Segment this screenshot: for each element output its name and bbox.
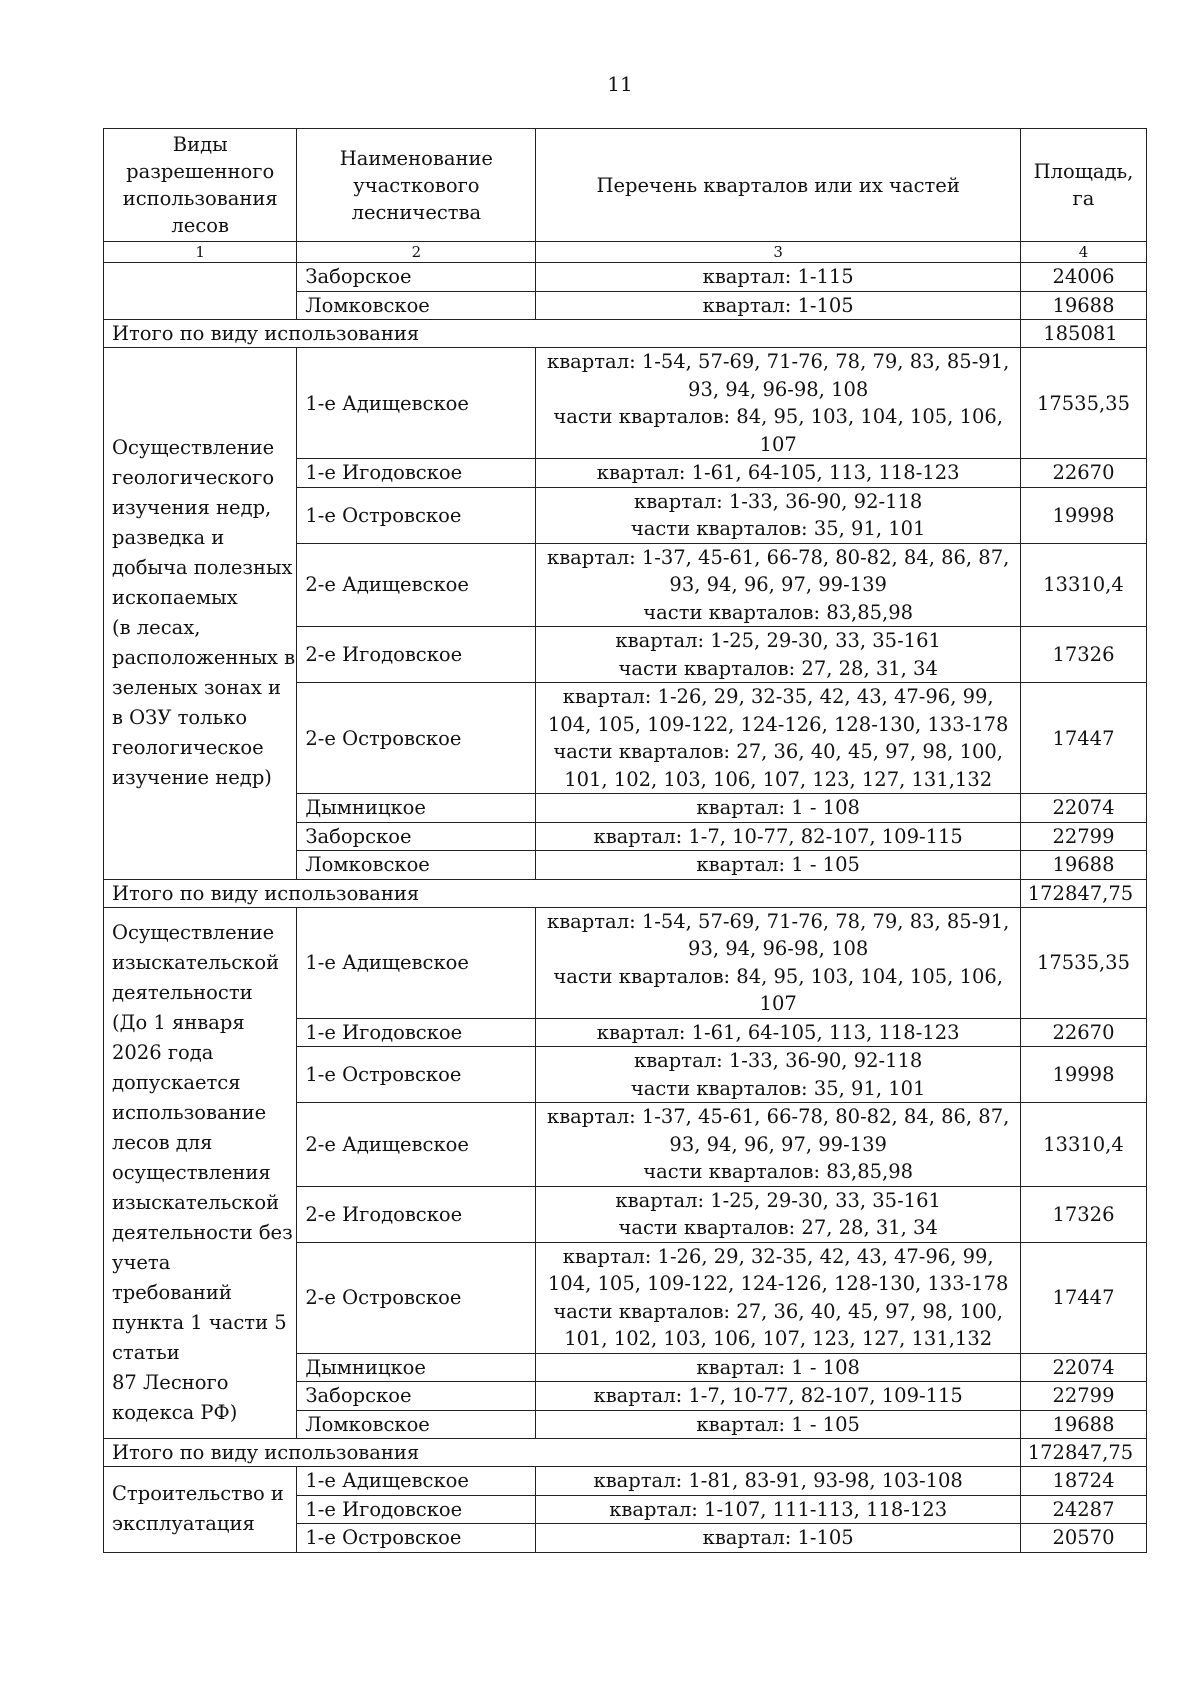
header-forestry-name: Наименование участкового лесничества bbox=[297, 129, 536, 242]
forestry-name: Ломковское bbox=[297, 1410, 536, 1439]
quarters-list: квартал: 1-37, 45-61, 66-78, 80-82, 84, 86, 87, 93, 94, 96, 97, 99-139 части кварталов: 83,85,98 bbox=[536, 543, 1021, 627]
forestry-name: 1-е Адищевское bbox=[297, 907, 536, 1018]
area-value: 19998 bbox=[1020, 487, 1146, 543]
quarters-list: квартал: 1-115 bbox=[536, 263, 1021, 292]
area-value: 24006 bbox=[1020, 263, 1146, 292]
forestry-name: Ломковское bbox=[297, 291, 536, 320]
total-row bbox=[104, 320, 1147, 348]
area-value: 19688 bbox=[1020, 291, 1146, 320]
area-value: 17326 bbox=[1020, 627, 1146, 683]
forestry-name: 1-е Адищевское bbox=[297, 1467, 536, 1496]
total-label: Итого по виду использования bbox=[104, 1439, 1021, 1467]
column-number: 1 bbox=[104, 242, 297, 263]
forestry-name: 2-е Адищевское bbox=[297, 1103, 536, 1187]
forestry-name: 2-е Адищевское bbox=[297, 543, 536, 627]
total-label: Итого по виду использования bbox=[104, 320, 1021, 348]
forestry-name: Заборское bbox=[297, 263, 536, 292]
table-row bbox=[104, 348, 1147, 459]
total-label: Итого по виду использования bbox=[104, 879, 1021, 907]
area-value: 22670 bbox=[1020, 1018, 1146, 1047]
total-value: 172847,75 bbox=[1020, 879, 1146, 907]
forestry-name: 1-е Адищевское bbox=[297, 348, 536, 459]
quarters-list: квартал: 1-54, 57-69, 71-76, 78, 79, 83, 85-91, 93, 94, 96-98, 108 части кварталов: 84, 95, 103, 104, 105, 106, 107 bbox=[536, 348, 1021, 459]
area-value: 22799 bbox=[1020, 822, 1146, 851]
quarters-list: квартал: 1-81, 83-91, 93-98, 103-108 bbox=[536, 1467, 1021, 1496]
area-value: 19688 bbox=[1020, 851, 1146, 880]
quarters-list: квартал: 1-25, 29-30, 33, 35-161 части кварталов: 27, 28, 31, 34 bbox=[536, 627, 1021, 683]
page-number: 11 bbox=[607, 72, 633, 96]
area-value: 17535,35 bbox=[1020, 348, 1146, 459]
forestry-name: 2-е Островское bbox=[297, 683, 536, 794]
quarters-list: квартал: 1 - 105 bbox=[536, 1410, 1021, 1439]
quarters-list: квартал: 1-33, 36-90, 92-118 части кварталов: 35, 91, 101 bbox=[536, 1047, 1021, 1103]
total-row bbox=[104, 1439, 1147, 1467]
use-type-cell: Осуществление геологического изучения недр, разведка и добыча полезных ископаемых (в лесах, расположенных в зеленых зонах и в ОЗУ только геологическое изучение недр) bbox=[104, 348, 297, 880]
quarters-list: квартал: 1-107, 111-113, 118-123 bbox=[536, 1495, 1021, 1524]
area-value: 13310,4 bbox=[1020, 543, 1146, 627]
column-number: 2 bbox=[297, 242, 536, 263]
forestry-name: Заборское bbox=[297, 1382, 536, 1411]
quarters-list: квартал: 1-105 bbox=[536, 291, 1021, 320]
header-quarters-list: Перечень кварталов или их частей bbox=[536, 129, 1021, 242]
total-value: 172847,75 bbox=[1020, 1439, 1146, 1467]
forestry-name: 1-е Островское bbox=[297, 1047, 536, 1103]
total-value: 185081 bbox=[1020, 320, 1146, 348]
quarters-list: квартал: 1-33, 36-90, 92-118 части кварталов: 35, 91, 101 bbox=[536, 487, 1021, 543]
forestry-name: Заборское bbox=[297, 822, 536, 851]
area-value: 18724 bbox=[1020, 1467, 1146, 1496]
area-value: 17535,35 bbox=[1020, 907, 1146, 1018]
quarters-list: квартал: 1-26, 29, 32-35, 42, 43, 47-96, 99, 104, 105, 109-122, 124-126, 128-130, 133-178 части кварталов: 27, 36, 40, 45, 97, 98, 100, 101, 102, 103, 106, 107, 123, 127, 131,132 bbox=[536, 1242, 1021, 1353]
area-value: 17447 bbox=[1020, 683, 1146, 794]
forest-use-table bbox=[103, 128, 1147, 1553]
quarters-list: квартал: 1 - 108 bbox=[536, 1353, 1021, 1382]
quarters-list: квартал: 1 - 108 bbox=[536, 794, 1021, 823]
quarters-list: квартал: 1-105 bbox=[536, 1524, 1021, 1553]
area-value: 20570 bbox=[1020, 1524, 1146, 1553]
quarters-list: квартал: 1-7, 10-77, 82-107, 109-115 bbox=[536, 822, 1021, 851]
area-value: 22074 bbox=[1020, 794, 1146, 823]
area-value: 22670 bbox=[1020, 459, 1146, 488]
quarters-list: квартал: 1-54, 57-69, 71-76, 78, 79, 83, 85-91, 93, 94, 96-98, 108 части кварталов: 84, 95, 103, 104, 105, 106, 107 bbox=[536, 907, 1021, 1018]
forestry-name: 1-е Игодовское bbox=[297, 1018, 536, 1047]
use-type-cell bbox=[104, 263, 297, 320]
area-value: 22074 bbox=[1020, 1353, 1146, 1382]
area-value: 22799 bbox=[1020, 1382, 1146, 1411]
area-value: 17326 bbox=[1020, 1186, 1146, 1242]
table-row bbox=[104, 907, 1147, 1018]
forestry-name: Дымницкое bbox=[297, 1353, 536, 1382]
area-value: 24287 bbox=[1020, 1495, 1146, 1524]
table-row bbox=[104, 263, 1147, 292]
forestry-name: Ломковское bbox=[297, 851, 536, 880]
header-use-type: Виды разрешенного использования лесов bbox=[104, 129, 297, 242]
forestry-name: 1-е Островское bbox=[297, 1524, 536, 1553]
area-value: 19688 bbox=[1020, 1410, 1146, 1439]
column-number: 4 bbox=[1020, 242, 1146, 263]
area-value: 13310,4 bbox=[1020, 1103, 1146, 1187]
column-number: 3 bbox=[536, 242, 1021, 263]
forestry-name: 1-е Игодовское bbox=[297, 459, 536, 488]
quarters-list: квартал: 1 - 105 bbox=[536, 851, 1021, 880]
total-row bbox=[104, 879, 1147, 907]
forestry-name: 1-е Островское bbox=[297, 487, 536, 543]
quarters-list: квартал: 1-25, 29-30, 33, 35-161 части кварталов: 27, 28, 31, 34 bbox=[536, 1186, 1021, 1242]
forestry-name: 2-е Островское bbox=[297, 1242, 536, 1353]
forestry-name: Дымницкое bbox=[297, 794, 536, 823]
quarters-list: квартал: 1-26, 29, 32-35, 42, 43, 47-96, 99, 104, 105, 109-122, 124-126, 128-130, 133-178 части кварталов: 27, 36, 40, 45, 97, 98, 100, 101, 102, 103, 106, 107, 123, 127, 131,132 bbox=[536, 683, 1021, 794]
forestry-name: 2-е Игодовское bbox=[297, 627, 536, 683]
header-area: Площадь, га bbox=[1020, 129, 1146, 242]
forestry-name: 1-е Игодовское bbox=[297, 1495, 536, 1524]
use-type-cell: Строительство и эксплуатация bbox=[104, 1467, 297, 1553]
table-row bbox=[104, 1467, 1147, 1496]
header-row bbox=[104, 129, 1147, 242]
area-value: 19998 bbox=[1020, 1047, 1146, 1103]
use-type-cell: Осуществление изыскательской деятельности (До 1 января 2026 года допускается использование лесов для осуществления изыскательской деятельности без учета требований пункта 1 части 5 статьи 87 Лесного кодекса РФ) bbox=[104, 907, 297, 1439]
column-number-row bbox=[104, 242, 1147, 263]
quarters-list: квартал: 1-37, 45-61, 66-78, 80-82, 84, 86, 87, 93, 94, 96, 97, 99-139 части кварталов: 83,85,98 bbox=[536, 1103, 1021, 1187]
forestry-name: 2-е Игодовское bbox=[297, 1186, 536, 1242]
quarters-list: квартал: 1-7, 10-77, 82-107, 109-115 bbox=[536, 1382, 1021, 1411]
quarters-list: квартал: 1-61, 64-105, 113, 118-123 bbox=[536, 459, 1021, 488]
area-value: 17447 bbox=[1020, 1242, 1146, 1353]
quarters-list: квартал: 1-61, 64-105, 113, 118-123 bbox=[536, 1018, 1021, 1047]
